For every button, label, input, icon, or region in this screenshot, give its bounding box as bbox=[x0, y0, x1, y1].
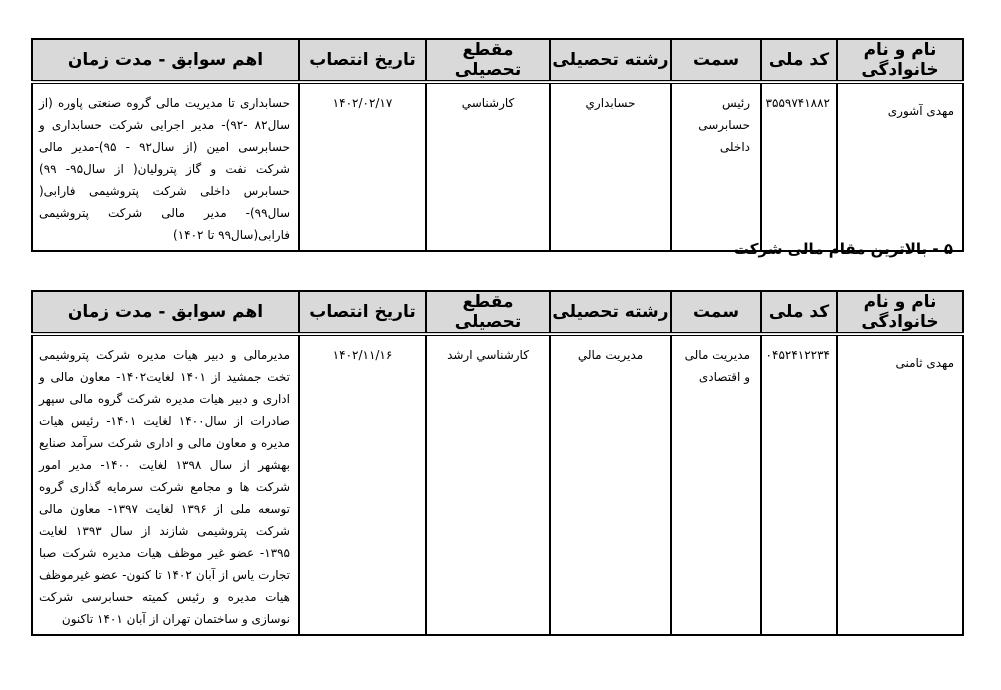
header-experience: اهم سوابق - مدت زمان bbox=[32, 291, 299, 334]
cell-experience: حسابداری تا مدیریت مالی گروه صنعتی پاوره (از سال۸۲ -۹۲)- مدیر اجرایی شرکت حسابداری و حسابرسی امین (از سال۹۲ - ۹۵)-مدیر مالی شرکت نفت و گاز پترولیان( از سال۹۵- ۹۹) حسابرس داخلی شرکت پتروشیمی فارابی( سال۹۹)- مدیر مالی شرکت پتروشیمی فارابی(سال۹۹ تا ۱۴۰۲) bbox=[32, 82, 299, 251]
table-header-row bbox=[32, 291, 963, 334]
cell-appointment-date: ۱۴۰۲/۱۱/۱۶ bbox=[299, 334, 426, 635]
table-row bbox=[32, 82, 963, 251]
header-degree: مقطع تحصیلی bbox=[426, 39, 550, 82]
table-header-row bbox=[32, 39, 963, 82]
header-experience: اهم سوابق - مدت زمان bbox=[32, 39, 299, 82]
section-title: ۵ - بالاترین مقام مالی شرکت bbox=[733, 240, 953, 258]
header-national-code: کد ملی bbox=[761, 291, 837, 334]
header-position: سمت bbox=[671, 39, 761, 82]
header-appointment-date: تاریخ انتصاب bbox=[299, 39, 426, 82]
cell-experience: مدیرمالی و دبیر هیات مدیره شرکت پتروشیمی تخت جمشید از ۱۴۰۱ لغایت۱۴۰۲- معاون مالی و اداری و دبیر هیات مدیره شرکت گروه مالی سپهر صادرات از سال۱۴۰۰ لغایت ۱۴۰۱- رئیس هیات مدیره و معاون مالی و اداری شرکت سرآمد صنایع بهشهر از سال ۱۳۹۸ لغایت ۱۴۰۰- مدیر امور شرکت ها و مجامع شرکت سرمایه گذاری گروه توسعه ملی از ۱۳۹۶ لغایت ۱۳۹۷- معاون مالی شرکت پتروشیمی شازند از سال ۱۳۹۳ لغایت ۱۳۹۵- عضو غیر موظف هیات مدیره شرکت صبا تجارت یاس از آبان ۱۴۰۲ تا کنون- عضو غیرموظف هیات مدیره و رئیس کمیته حسابرسی شرکت نوسازی و ساختمان تهران از آبان ۱۴۰۱ تاکنون bbox=[32, 334, 299, 635]
cell-position: مدیریت مالی و اقتصادی bbox=[671, 334, 761, 635]
cell-national-code: ۳۵۵۹۷۴۱۸۸۲ bbox=[761, 82, 837, 251]
cell-appointment-date: ۱۴۰۲/۰۲/۱۷ bbox=[299, 82, 426, 251]
cell-field: حسابداري bbox=[550, 82, 671, 251]
cell-degree: كارشناسي bbox=[426, 82, 550, 251]
cell-name: مهدی آشوری bbox=[837, 82, 963, 251]
cell-name: مهدی ثامنی bbox=[837, 334, 963, 635]
cell-national-code: ۰۴۵۲۴۱۲۲۳۴ bbox=[761, 334, 837, 635]
manager-table-1 bbox=[31, 38, 964, 252]
cell-degree: كارشناسي ارشد bbox=[426, 334, 550, 635]
cell-field: مديريت مالي bbox=[550, 334, 671, 635]
header-position: سمت bbox=[671, 291, 761, 334]
table-row bbox=[32, 334, 963, 635]
header-national-code: کد ملی bbox=[761, 39, 837, 82]
header-name: نام و نام خانوادگی bbox=[837, 39, 963, 82]
cell-position: رئیس حسابرسی داخلی bbox=[671, 82, 761, 251]
header-appointment-date: تاریخ انتصاب bbox=[299, 291, 426, 334]
manager-table-2 bbox=[31, 290, 964, 636]
header-field: رشته تحصیلی bbox=[550, 291, 671, 334]
header-degree: مقطع تحصیلی bbox=[426, 291, 550, 334]
header-name: نام و نام خانوادگی bbox=[837, 291, 963, 334]
header-field: رشته تحصیلی bbox=[550, 39, 671, 82]
